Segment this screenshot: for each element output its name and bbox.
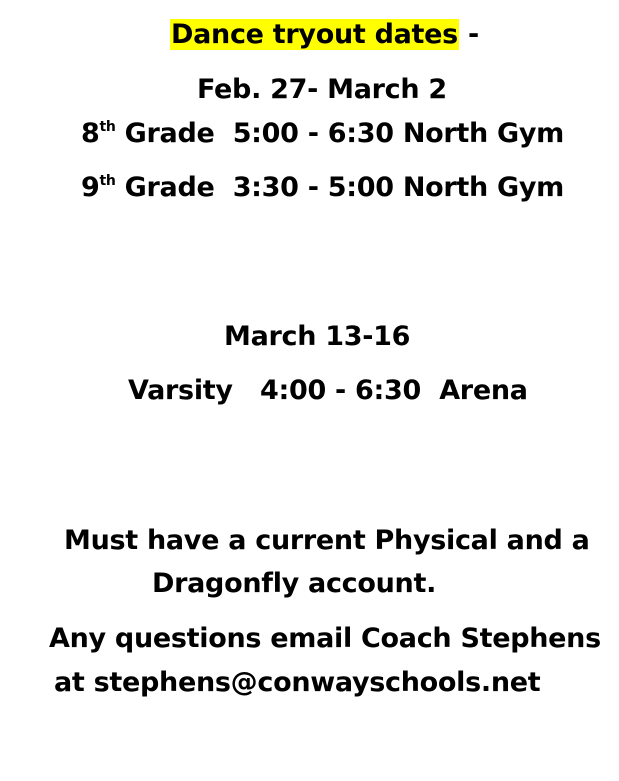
grade-ordinal-suffix: th [99, 119, 116, 135]
flyer-title: Dance tryout dates [171, 19, 458, 50]
questions-contact-email: at stephens@conwayschools.net [54, 667, 541, 698]
questions-line-1: Any questions email Coach Stephens [49, 623, 601, 654]
grade-number: 9 [81, 172, 100, 203]
schedule-row-9th-grade [81, 171, 564, 205]
requirements-line-2: Dragonfly account. [152, 568, 437, 599]
schedule-row-8th-grade [81, 117, 564, 151]
schedule-detail: Grade 5:00 - 6:30 North Gym [115, 118, 565, 149]
session2-dates: March 13-16 [224, 321, 411, 352]
title-dash: - [458, 19, 479, 50]
schedule-row-varsity: Varsity 4:00 - 6:30 Arena [128, 375, 528, 406]
grade-number: 8 [81, 118, 100, 149]
schedule-detail: Grade 3:30 - 5:00 North Gym [115, 172, 565, 203]
requirements-line-1: Must have a current Physical and a [64, 525, 590, 556]
grade-ordinal-suffix: th [99, 173, 116, 189]
session1-dates: Feb. 27- March 2 [197, 74, 447, 105]
title-line [170, 18, 479, 52]
